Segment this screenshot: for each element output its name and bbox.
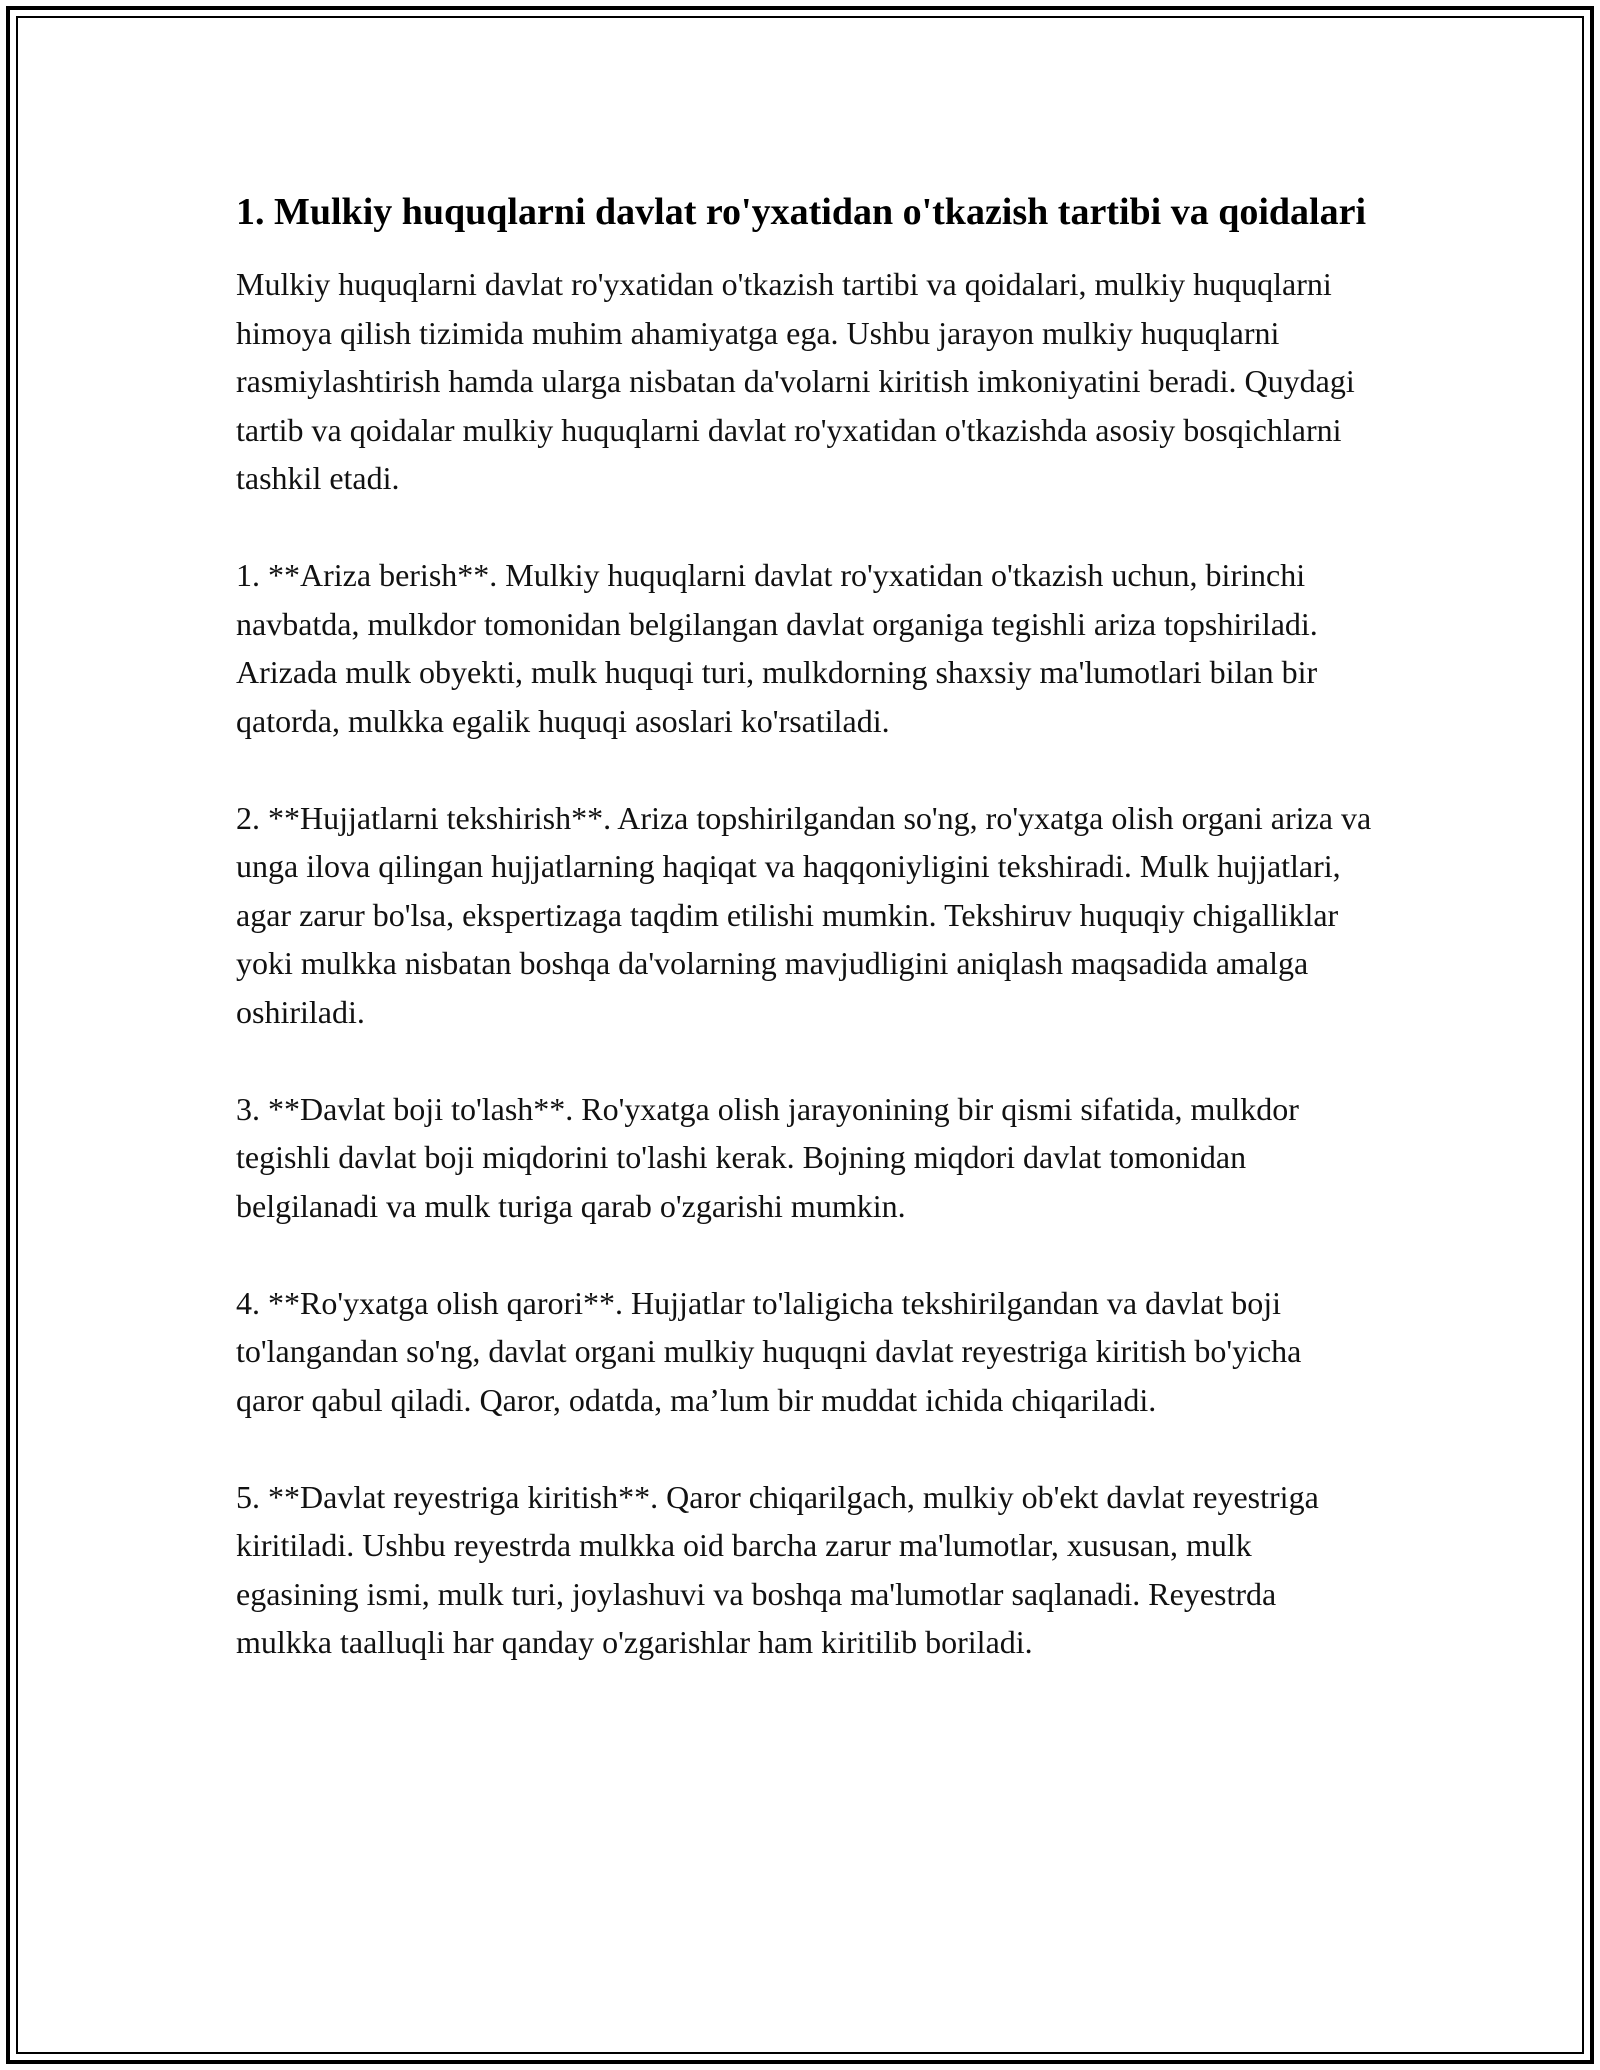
intro-paragraph: Mulkiy huquqlarni davlat ro'yxatidan o'tkazish tartibi va qoidalari, mulkiy huquqlarni himoya qilish tizimida muhim ahamiyatga ega. Ushbu jarayon mulkiy huquqlarni rasmiylashtirish hamda ularga nisbatan da'volarni kiritish imkoniyatini beradi. Quydagi tartib va qoidalar mulkiy huquqlarni davlat ro'yxatidan o'tkazishda asosiy bosqichlarni tashkil etadi. — [236, 266, 1355, 496]
step-paragraph-2: 2. **Hujjatlarni tekshirish**. Ariza topshirilgandan so'ng, ro'yxatga olish organi ariza va unga ilova qilingan hujjatlarning haqiqat va haqqoniyligini tekshiradi. Mulk hujjatlari, agar zarur bo'lsa, ekspertizaga taqdim etilishi mumkin. Tekshiruv huquqiy chigalliklar yoki mulkka nisbatan boshqa da'volarning mavjudligini aniqlash maqsadida amalga oshiriladi. — [236, 799, 1372, 1030]
document-body — [236, 186, 1376, 1715]
step-paragraph-5: 5. **Davlat reyestriga kiritish**. Qaror chiqarilgach, mulkiy ob'ekt davlat reyestriga kiritiladi. Ushbu reyestrda mulkka oid barcha zarur ma'lumotlar, xususan, mulk egasining ismi, mulk turi, joylashuvi va boshqa ma'lumotlar saqlanadi. Reyestrda mulkka taalluqli har qanday o'zgarishlar ham kiritilib boriladi. — [236, 1478, 1319, 1660]
step-paragraph-4: 4. **Ro'yxatga olish qarori**. Hujjatlar to'laligicha tekshirilgandan va davlat boji to'langandan so'ng, davlat organi mulkiy huquqni davlat reyestriga kiritish bo'yicha qaror qabul qiladi. Qaror, odatda, ma’lum bir muddat ichida chiqariladi. — [236, 1284, 1302, 1418]
document-title: 1. Mulkiy huquqlarni davlat ro'yxatidan o'tkazish tartibi va qoidalari — [236, 191, 1367, 233]
step-paragraph-3: 3. **Davlat boji to'lash**. Ro'yxatga olish jarayonining bir qismi sifatida, mulkdor tegishli davlat boji miqdorini to'lashi kerak. Bojning miqdori davlat tomonidan belgilanadi va mulk turiga qarab o'zgarishi mumkin. — [236, 1090, 1299, 1224]
step-paragraph-1: 1. **Ariza berish**. Mulkiy huquqlarni davlat ro'yxatidan o'tkazish uchun, birinchi navbatda, mulkdor tomonidan belgilangan davlat organiga tegishli ariza topshiriladi. Arizada mulk obyekti, mulk huquqi turi, mulkdorning shaxsiy ma'lumotlari bilan bir qatorda, mulkka egalik huquqi asoslari ko'rsatiladi. — [236, 557, 1318, 739]
